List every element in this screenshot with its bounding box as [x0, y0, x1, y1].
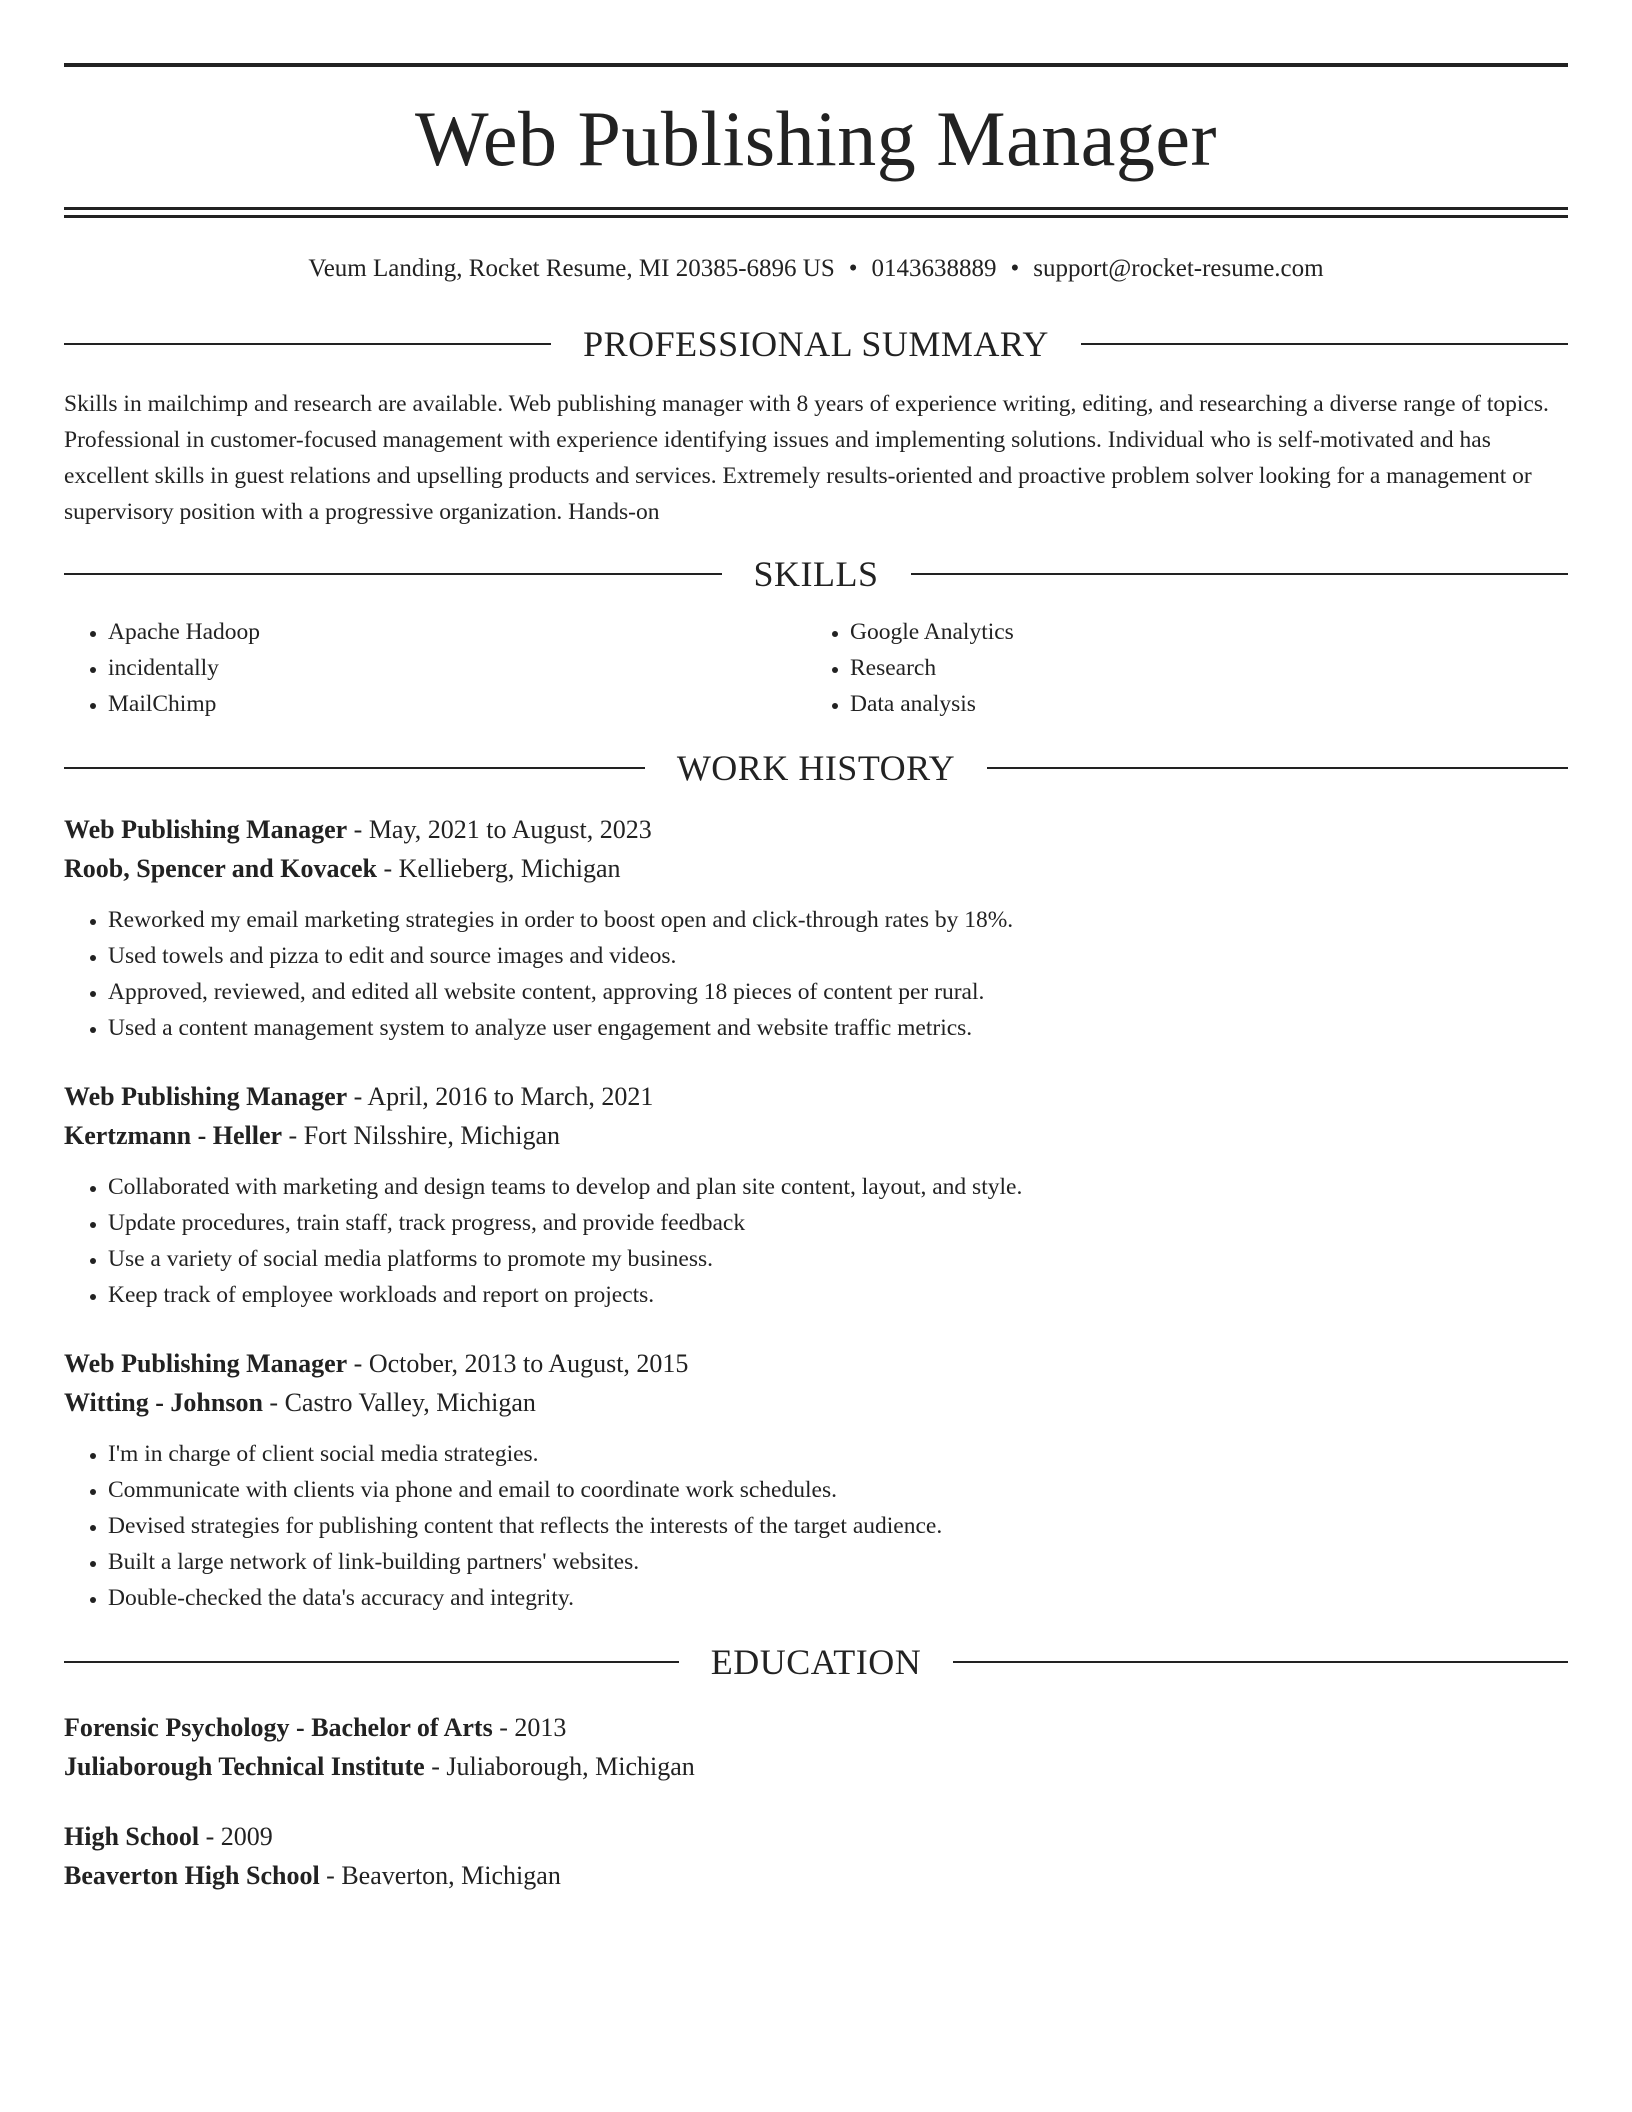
heading-rule: [987, 767, 1568, 769]
heading-rule: [64, 573, 722, 575]
job-bullet: • Keep track of employee workloads and report on projects.: [108, 1277, 1568, 1313]
company-location: - Kellieberg, Michigan: [377, 854, 621, 883]
section-title: EDUCATION: [710, 1642, 922, 1682]
job-bullet: • I'm in charge of client social media strategies.: [108, 1436, 1568, 1472]
company-line: [64, 1383, 1568, 1422]
contact-separator: •: [1010, 255, 1020, 282]
heading-rule: [64, 767, 645, 769]
degree-year: - 2013: [492, 1713, 567, 1742]
degree-name: High School: [64, 1822, 200, 1851]
degree-name: Forensic Psychology - Bachelor of Arts: [64, 1713, 493, 1742]
job-bullets: [64, 1436, 1568, 1616]
degree-line: [64, 1708, 1568, 1747]
job-bullets: [64, 902, 1568, 1046]
job-entry: [64, 1344, 1568, 1616]
job-title: Web Publishing Manager: [64, 1082, 348, 1111]
heading-rule: [64, 1661, 679, 1663]
job-dates: - October, 2013 to August, 2015: [347, 1349, 689, 1378]
company-line: [64, 849, 1568, 888]
skill-item: • Research: [850, 650, 1548, 686]
company-name: Kertzmann - Heller: [64, 1121, 283, 1150]
contact-separator: •: [848, 255, 858, 282]
job-bullet: • Used towels and pizza to edit and source images and videos.: [108, 938, 1568, 974]
job-title-line: [64, 1344, 1568, 1383]
contact-email: support@rocket-resume.com: [1033, 255, 1324, 282]
resume-name: Web Publishing Manager: [415, 95, 1217, 182]
school-location: - Juliaborough, Michigan: [424, 1752, 695, 1781]
section-title: WORK HISTORY: [676, 748, 956, 788]
skill-item: • Google Analytics: [850, 614, 1548, 650]
job-dates: - April, 2016 to March, 2021: [347, 1082, 654, 1111]
job-title-line: [64, 1077, 1568, 1116]
job-title-line: [64, 810, 1568, 849]
school-name: Beaverton High School: [64, 1861, 320, 1890]
job-entry: [64, 1077, 1568, 1313]
resume-page: [64, 0, 1568, 1895]
section-heading-skills: [64, 552, 1568, 596]
job-bullet: • Update procedures, train staff, track progress, and provide feedback: [108, 1205, 1568, 1241]
school-line: [64, 1856, 1568, 1895]
job-entry: [64, 810, 1568, 1046]
skill-item: • incidentally: [108, 650, 806, 686]
degree-line: [64, 1817, 1568, 1856]
job-bullet: • Approved, reviewed, and edited all website content, approving 18 pieces of content per rural.: [108, 974, 1568, 1010]
section-title: SKILLS: [753, 554, 879, 594]
heading-rule: [953, 1661, 1568, 1663]
heading-rule: [64, 343, 551, 345]
job-bullet: • Collaborated with marketing and design teams to develop and plan site content, layout, and style.: [108, 1169, 1568, 1205]
job-bullet: • Communicate with clients via phone and email to coordinate work schedules.: [108, 1472, 1568, 1508]
job-bullet: • Used a content management system to analyze user engagement and website traffic metrics.: [108, 1010, 1568, 1046]
job-title: Web Publishing Manager: [64, 1349, 348, 1378]
job-bullet: • Built a large network of link-building partners' websites.: [108, 1544, 1568, 1580]
school-line: [64, 1747, 1568, 1786]
job-bullets: [64, 1169, 1568, 1313]
heading-rule: [1081, 343, 1568, 345]
company-name: Witting - Johnson: [64, 1388, 263, 1417]
header-double-rule: [64, 207, 1568, 210]
company-name: Roob, Spencer and Kovacek: [64, 854, 377, 883]
company-location: - Castro Valley, Michigan: [262, 1388, 536, 1417]
job-bullet: • Double-checked the data's accuracy and integrity.: [108, 1580, 1568, 1616]
school-name: Juliaborough Technical Institute: [64, 1752, 425, 1781]
contact-address: Veum Landing, Rocket Resume, MI 20385-6896 US: [308, 255, 835, 282]
contact-line: [64, 254, 1568, 284]
company-location: - Fort Nilsshire, Michigan: [282, 1121, 561, 1150]
top-rule: [64, 63, 1568, 67]
job-bullet: • Use a variety of social media platforms to promote my business.: [108, 1241, 1568, 1277]
section-heading-summary: [64, 322, 1568, 366]
education-entry: [64, 1817, 1568, 1895]
skill-item: • Data analysis: [850, 686, 1548, 722]
heading-rule: [911, 573, 1569, 575]
degree-year: - 2009: [199, 1822, 273, 1851]
section-heading-work: [64, 746, 1568, 790]
contact-phone: 0143638889: [871, 255, 997, 282]
job-title: Web Publishing Manager: [64, 815, 348, 844]
school-location: - Beaverton, Michigan: [319, 1861, 561, 1890]
skills-grid: [64, 614, 1568, 722]
skill-item: • Apache Hadoop: [108, 614, 806, 650]
company-line: [64, 1116, 1568, 1155]
skills-list-right: [806, 614, 1548, 722]
education-entry: [64, 1708, 1568, 1786]
job-bullet: • Devised strategies for publishing content that reflects the interests of the target audience.: [108, 1508, 1568, 1544]
skill-item: • MailChimp: [108, 686, 806, 722]
job-dates: - May, 2021 to August, 2023: [347, 815, 652, 844]
section-heading-education: [64, 1640, 1568, 1684]
job-bullet: • Reworked my email marketing strategies in order to boost open and click-through rates by 18%.: [108, 902, 1568, 938]
section-title: PROFESSIONAL SUMMARY: [583, 324, 1049, 364]
summary-text: Skills in mailchimp and research are available. Web publishing manager with 8 years of experience writing, editing, and researching a diverse range of topics. Professional in customer-focused management with experience identifying issues and implementing solutions. Individual who is self-motivated and has excellent skills in guest relations and upselling products and services. Extremely results-oriented and proactive problem solver looking for a management or supervisory position with a progressive organization. Hands-on: [64, 391, 1549, 525]
skills-list-left: [64, 614, 806, 722]
